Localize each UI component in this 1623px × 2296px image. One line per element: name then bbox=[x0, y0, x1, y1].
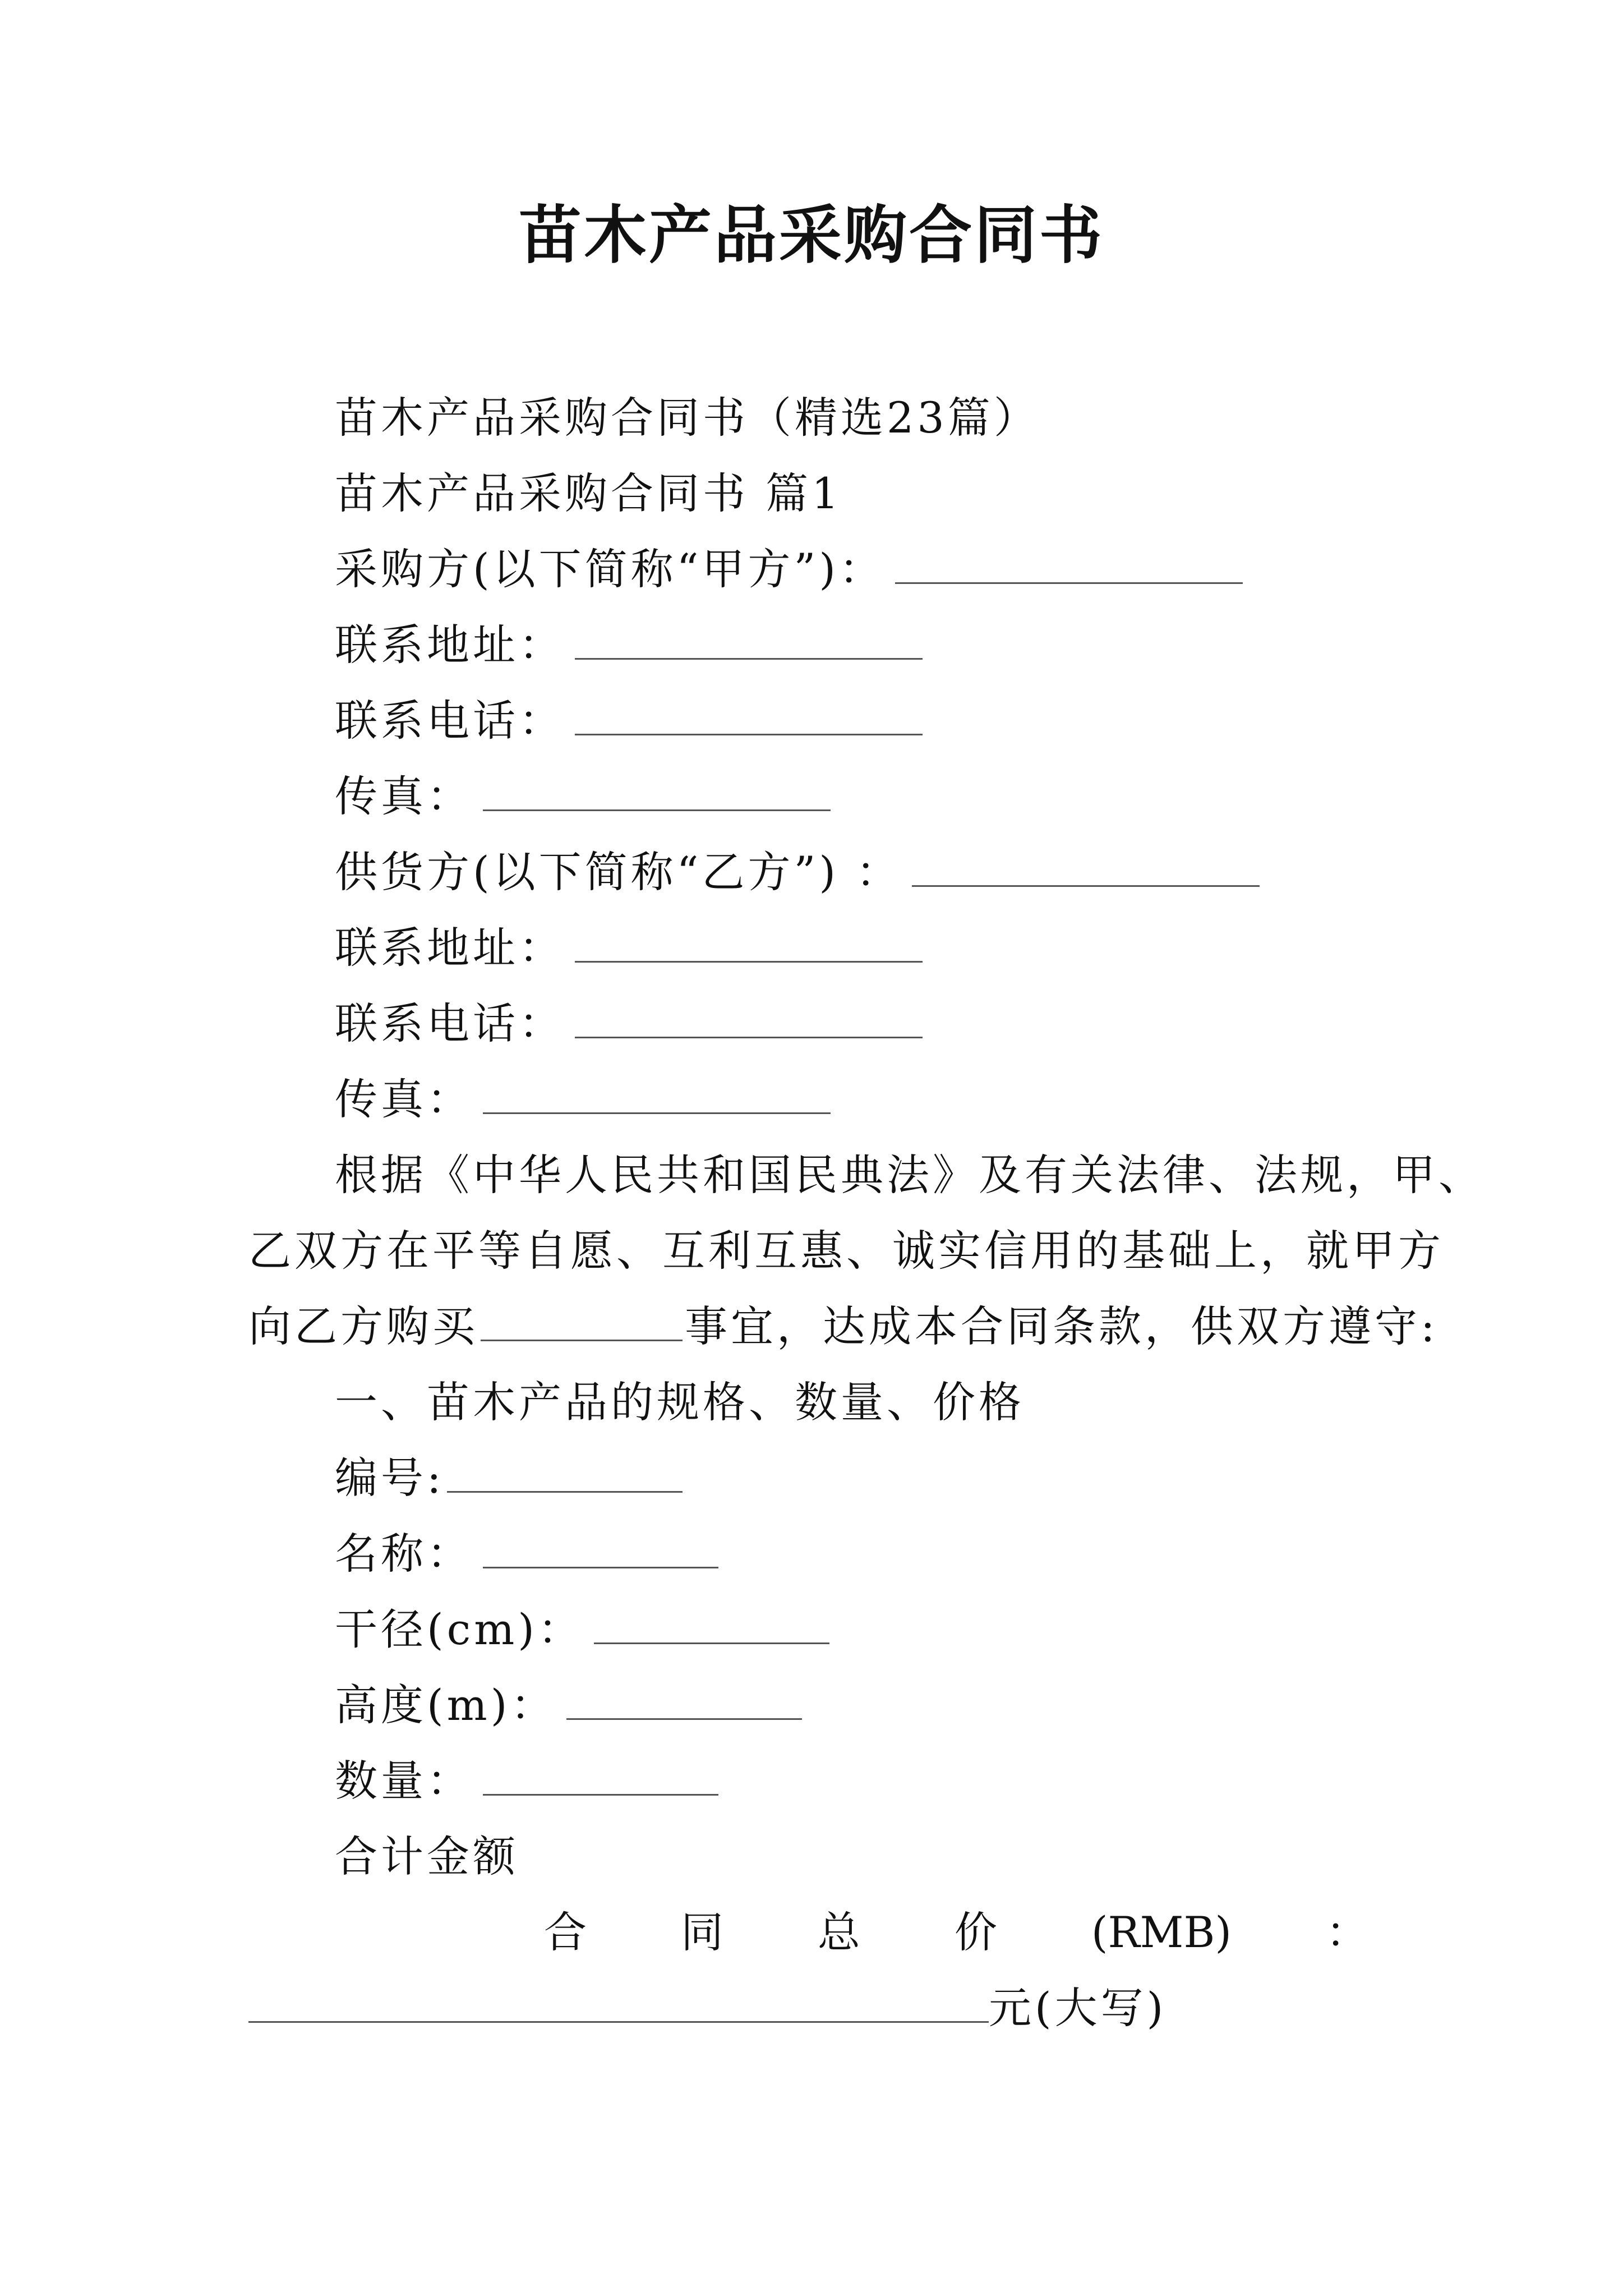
amount-blank bbox=[248, 1985, 989, 2023]
supplier-fax-label: 传真： bbox=[335, 1074, 473, 1124]
buyer-fax-blank bbox=[483, 774, 831, 811]
yuan-line bbox=[248, 1977, 1166, 2039]
quantity-blank bbox=[483, 1758, 718, 1796]
supplier-line bbox=[335, 841, 1260, 903]
supplier-name-blank bbox=[912, 849, 1260, 887]
buyer-fax-label: 传真： bbox=[335, 771, 473, 821]
supplier-fax-line bbox=[335, 1069, 831, 1130]
buyer-label: 采购方(以下简称“甲方”)： bbox=[335, 544, 886, 594]
height-label: 高度(m)： bbox=[335, 1680, 557, 1730]
purchase-item-blank bbox=[481, 1304, 683, 1341]
name-blank bbox=[483, 1531, 718, 1568]
intro-line-3-prefix: 向乙方购买 bbox=[248, 1301, 478, 1351]
buyer-address-label: 联系地址： bbox=[335, 620, 565, 670]
supplier-phone-blank bbox=[575, 1001, 923, 1038]
supplier-fax-blank bbox=[483, 1076, 831, 1114]
buyer-name-blank bbox=[895, 546, 1243, 584]
supplier-address-line bbox=[335, 917, 923, 979]
contract-price-char: 同 bbox=[680, 1907, 723, 1957]
intro-line-1: 根据《中华人民共和国民典法》及有关法律、法规，甲、 bbox=[335, 1150, 1484, 1200]
supplier-phone-label: 联系电话： bbox=[335, 999, 565, 1048]
contract-price-char: 总 bbox=[817, 1907, 860, 1957]
buyer-address-line bbox=[335, 614, 923, 676]
contract-price-char: 价 bbox=[954, 1907, 997, 1957]
buyer-address-blank bbox=[575, 622, 923, 660]
height-line bbox=[335, 1674, 802, 1736]
name-label: 名称： bbox=[335, 1529, 473, 1579]
clause-1-heading: 一、苗木产品的规格、数量、价格 bbox=[335, 1377, 1025, 1427]
intro-line-3 bbox=[248, 1296, 1438, 1358]
section-heading: 苗木产品采购合同书 篇1 bbox=[335, 468, 842, 518]
supplier-label: 供货方(以下简称“乙方”) ： bbox=[335, 847, 902, 897]
document-title: 苗木产品采购合同书 bbox=[519, 199, 1104, 272]
contract-price-currency: (RMB) bbox=[1091, 1907, 1232, 1957]
contract-price-colon: ： bbox=[1325, 1907, 1368, 1957]
supplier-address-blank bbox=[575, 925, 923, 963]
name-line bbox=[335, 1523, 718, 1585]
buyer-fax-line bbox=[335, 766, 831, 827]
buyer-phone-blank bbox=[575, 698, 923, 735]
diameter-blank bbox=[594, 1607, 829, 1644]
supplier-address-label: 联系地址： bbox=[335, 923, 565, 973]
quantity-label: 数量： bbox=[335, 1756, 473, 1806]
intro-line-3-suffix: 事宜，达成本合同条款，供双方遵守: bbox=[685, 1301, 1438, 1351]
total-amount-label: 合计金额 bbox=[335, 1832, 519, 1881]
document-subtitle: 苗木产品采购合同书（精选23篇） bbox=[335, 393, 1040, 443]
contract-price-line bbox=[544, 1902, 1368, 1963]
buyer-phone-line bbox=[335, 690, 923, 752]
number-label: 编号: bbox=[335, 1453, 445, 1503]
buyer-line bbox=[335, 539, 1243, 600]
supplier-phone-line bbox=[335, 993, 923, 1055]
diameter-line bbox=[335, 1599, 829, 1660]
yuan-label: 元(大写) bbox=[989, 1983, 1167, 2033]
diameter-label: 干径(cm)： bbox=[335, 1604, 584, 1654]
quantity-line bbox=[335, 1750, 718, 1812]
number-line bbox=[335, 1447, 683, 1509]
number-blank bbox=[447, 1455, 683, 1493]
intro-line-2: 乙双方在平等自愿、互利互惠、诚实信用的基础上，就甲方 bbox=[248, 1226, 1444, 1276]
height-blank bbox=[566, 1682, 802, 1720]
buyer-phone-label: 联系电话： bbox=[335, 696, 565, 746]
contract-price-char: 合 bbox=[544, 1907, 587, 1957]
